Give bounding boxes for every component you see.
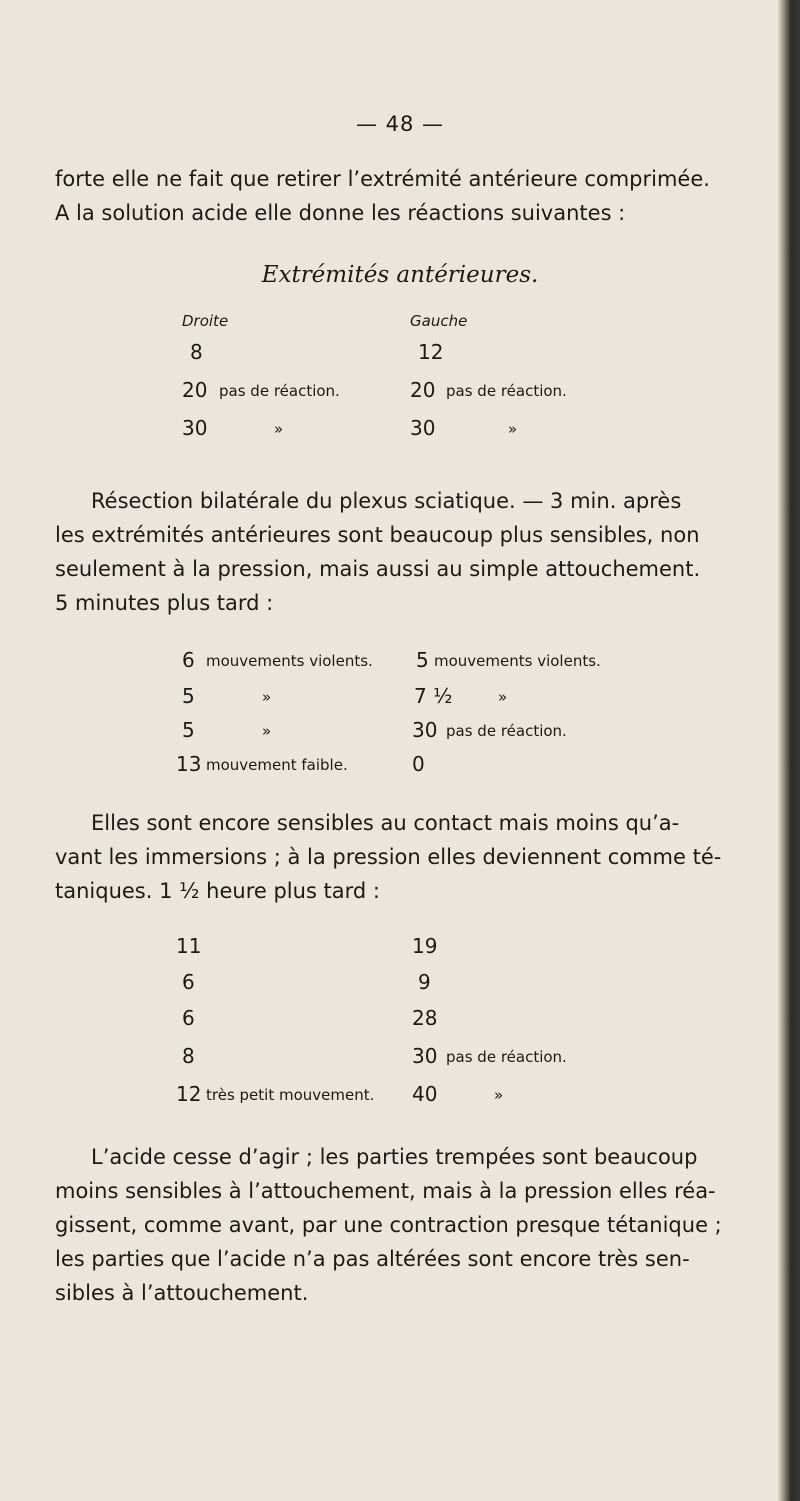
text-line: taniques. 1 ½ heure plus tard : bbox=[55, 879, 381, 903]
text-line: L’acide cesse d’agir ; les parties trempées sont beaucoup bbox=[91, 1145, 698, 1169]
table-cell: 20 bbox=[410, 378, 436, 402]
table-cell: » bbox=[262, 722, 272, 740]
table-cell: 5 bbox=[182, 718, 195, 742]
paragraph-contact bbox=[55, 806, 765, 908]
text-line: les parties que l’acide n’a pas altérées sont encore très sen- bbox=[55, 1247, 690, 1271]
table-cell: 30 bbox=[410, 416, 436, 440]
page-number: — 48 — bbox=[355, 112, 445, 136]
text-line: A la solution acide elle donne les réactions suivantes : bbox=[55, 201, 626, 225]
text-line: Elles sont encore sensibles au contact mais moins qu’a- bbox=[91, 811, 680, 835]
table-cell: mouvements violents. bbox=[434, 652, 601, 670]
table-cell: 5 bbox=[182, 684, 195, 708]
table-cell: pas de réaction. bbox=[446, 1048, 567, 1066]
table-cell: 0 bbox=[412, 752, 425, 776]
table-cell: » bbox=[274, 420, 284, 438]
page-binding-edge bbox=[778, 0, 800, 1501]
table-cell: 30 bbox=[412, 718, 438, 742]
table-cell: très petit mouvement. bbox=[206, 1086, 375, 1104]
table-cell: 19 bbox=[412, 934, 438, 958]
table-cell: pas de réaction. bbox=[219, 382, 340, 400]
table-cell: 6 bbox=[182, 970, 195, 994]
table-cell: mouvements violents. bbox=[206, 652, 373, 670]
table-cell: 5 bbox=[416, 648, 429, 672]
table-cell: 11 bbox=[176, 934, 202, 958]
column-header-right: Gauche bbox=[410, 312, 468, 330]
table-cell: mouvement faible. bbox=[206, 756, 348, 774]
table-cell: 30 bbox=[412, 1044, 438, 1068]
text-line: les extrémités antérieures sont beaucoup plus sensibles, non bbox=[55, 523, 700, 547]
table-cell: 6 bbox=[182, 648, 195, 672]
table-cell: » bbox=[508, 420, 518, 438]
table-cell: 9 bbox=[418, 970, 431, 994]
table-cell: 12 bbox=[418, 340, 444, 364]
paragraph-resection bbox=[55, 484, 765, 620]
text-line: sibles à l’attouchement. bbox=[55, 1281, 309, 1305]
table-cell: pas de réaction. bbox=[446, 382, 567, 400]
table-cell: 12 bbox=[176, 1082, 202, 1106]
table-cell: 7 ½ bbox=[414, 684, 453, 708]
table-cell: » bbox=[494, 1086, 504, 1104]
table-cell: pas de réaction. bbox=[446, 722, 567, 740]
paragraph-acide bbox=[55, 1140, 765, 1310]
text-line: vant les immersions ; à la pression elles deviennent comme té- bbox=[55, 845, 722, 869]
table-cell: » bbox=[498, 688, 508, 706]
table-cell: 8 bbox=[182, 1044, 195, 1068]
column-header-left: Droite bbox=[182, 312, 229, 330]
table-cell: 30 bbox=[182, 416, 208, 440]
intro-paragraph bbox=[55, 162, 765, 230]
table-cell: 28 bbox=[412, 1006, 438, 1030]
table-title: Extrémités antérieures. bbox=[261, 262, 539, 288]
text-line: Résection bilatérale du plexus sciatique. — 3 min. après bbox=[91, 489, 682, 513]
table-cell: 8 bbox=[190, 340, 203, 364]
text-line: 5 minutes plus tard : bbox=[55, 591, 274, 615]
text-line: seulement à la pression, mais aussi au simple attouchement. bbox=[55, 557, 701, 581]
table-cell: 13 bbox=[176, 752, 202, 776]
text-line: moins sensibles à l’attouchement, mais à la pression elles réa- bbox=[55, 1179, 716, 1203]
table-cell: 6 bbox=[182, 1006, 195, 1030]
text-line: gissent, comme avant, par une contraction presque tétanique ; bbox=[55, 1213, 722, 1237]
text-line: forte elle ne fait que retirer l’extrémité antérieure comprimée. bbox=[55, 167, 710, 191]
table-cell: » bbox=[262, 688, 272, 706]
table-cell: 20 bbox=[182, 378, 208, 402]
table-cell: 40 bbox=[412, 1082, 438, 1106]
